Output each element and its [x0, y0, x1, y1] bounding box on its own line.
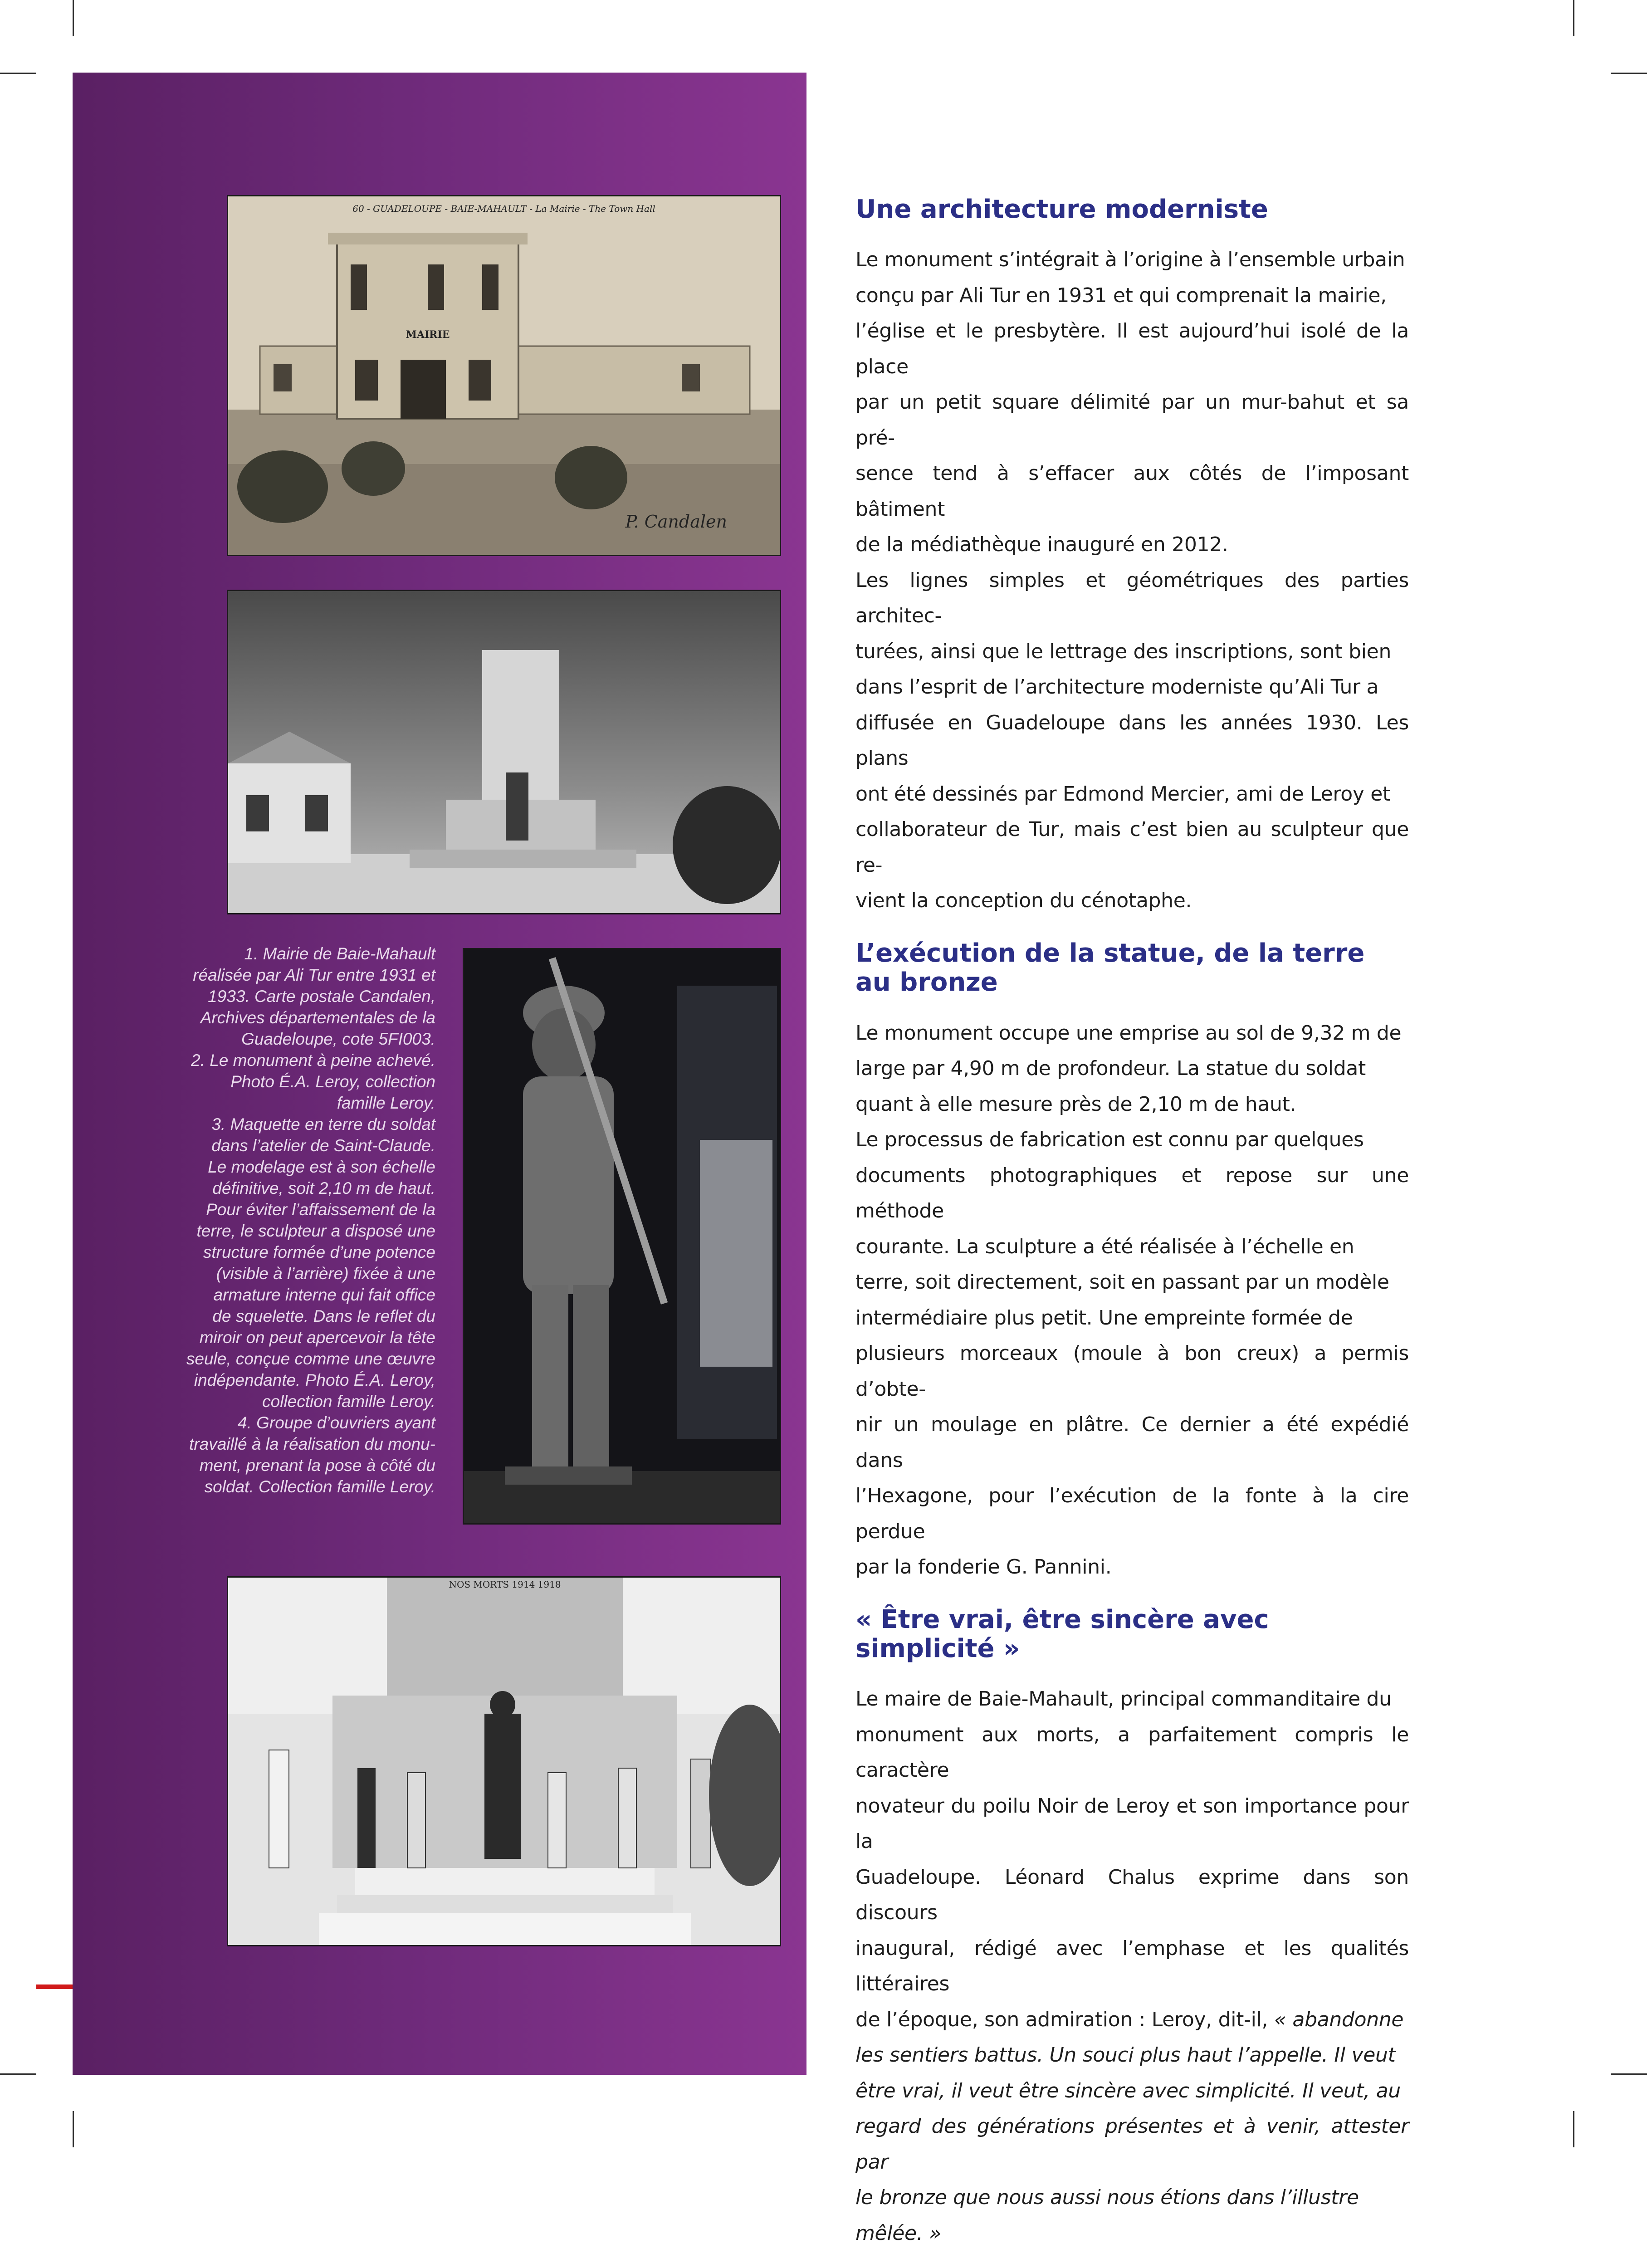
body-line: turées, ainsi que le lettrage des inscriptions, sont bien: [855, 640, 1392, 663]
caption-line: travaillé à la réalisation du monu-: [189, 1434, 435, 1453]
body-line: vient la conception du cénotaphe.: [855, 889, 1192, 913]
body-line: diffusée en Guadeloupe dans les années 1930. Les plans: [855, 711, 1409, 770]
body-line: collaborateur de Tur, mais c’est bien au sculpteur que re-: [855, 818, 1409, 877]
mairie-sign-text: MAIRIE: [406, 329, 450, 341]
crop-mark: [73, 0, 74, 36]
crop-mark: [0, 2073, 36, 2075]
monument-inscription-text: NOS MORTS 1914 1918: [449, 1579, 561, 1590]
body-line: large par 4,90 m de profondeur. La statue du soldat: [855, 1057, 1366, 1080]
quote-line: [855, 2109, 1409, 2180]
photo-clay-model: [463, 948, 781, 1525]
section-heading-execution: [855, 939, 1409, 997]
caption-line: 1. Mairie de Baie-Mahault: [244, 944, 435, 963]
body-line: Le monument s’intégrait à l’origine à l’ensemble urbain: [855, 248, 1405, 272]
body-line: novateur du poilu Noir de Leroy et son importance pour la: [855, 1794, 1409, 1853]
quote-text: les sentiers battus. Un souci plus haut l’appelle. Il veut: [855, 2043, 1396, 2067]
caption-line: famille Leroy.: [337, 1093, 435, 1112]
photo-mairie-postcard: [227, 195, 781, 556]
caption-line: dans l’atelier de Saint-Claude.: [211, 1136, 435, 1155]
crop-mark: [1573, 0, 1574, 36]
crop-mark: [73, 2111, 74, 2147]
caption-line: définitive, soit 2,10 m de haut.: [212, 1178, 435, 1198]
heading-line: L’exécution de la statue, de la terre: [855, 938, 1365, 968]
caption-line: structure formée d’une potence: [203, 1242, 435, 1261]
article-body: [855, 195, 1409, 2268]
postcard-signature: P. Candalen: [625, 512, 727, 532]
caption-line: 1933. Carte postale Candalen,: [208, 987, 435, 1006]
body-line: ont été dessinés par Edmond Mercier, ami de Leroy et: [855, 782, 1390, 806]
body-line: conçu par Ali Tur en 1931 et qui comprenait la mairie,: [855, 284, 1387, 307]
body-line: documents photographiques et repose sur une méthode: [855, 1163, 1409, 1223]
crop-mark: [1611, 2073, 1647, 2075]
caption-line: 4. Groupe d’ouvriers ayant: [237, 1413, 435, 1432]
body-line: sence tend à s’effacer aux côtés de l’imposant bâtiment: [855, 462, 1409, 521]
quote-text: regard des générations présentes et à venir, attester par: [855, 2115, 1409, 2174]
body-line: inaugural, rédigé avec l’emphase et les qualités littéraires: [855, 1936, 1409, 1996]
caption-line: 3. Maquette en terre du soldat: [211, 1114, 435, 1134]
caption-line: de squelette. Dans le reflet du: [212, 1306, 435, 1325]
body-line: monument aux morts, a parfaitement compris le caractère: [855, 1723, 1409, 1782]
body-line: Le monument occupe une emprise au sol de 9,32 m de: [855, 1021, 1402, 1045]
caption-line: miroir on peut apercevoir la tête: [199, 1328, 435, 1347]
caption-line: Pour éviter l’affaissement de la: [206, 1200, 435, 1219]
heading-line: « Être vrai, être sincère avec: [855, 1604, 1269, 1634]
quote-text: « abandonne: [1274, 2008, 1404, 2031]
body-line: l’église et le presbytère. Il est aujourd’hui isolé de la place: [855, 319, 1409, 378]
caption-line: collection famille Leroy.: [262, 1392, 435, 1411]
section-heading-quote: [855, 1605, 1409, 1664]
caption-line: seule, conçue comme une œuvre: [186, 1349, 435, 1368]
body-line: par un petit square délimité par un mur-bahut et sa pré-: [855, 391, 1409, 450]
quote-line: [855, 2073, 1409, 2109]
quote-line: [855, 2180, 1409, 2251]
photo-workers-group: [227, 1576, 781, 1946]
body-line: terre, soit directement, soit en passant par un modèle: [855, 1271, 1389, 1294]
caption-line: 2. Le monument à peine achevé.: [191, 1051, 435, 1070]
quote-text: être vrai, il veut être sincère avec simplicité. Il veut, au: [855, 2079, 1401, 2102]
caption-line: Guadeloupe, cote 5FI003.: [241, 1029, 435, 1048]
postcard-header-text: 60 - GUADELOUPE - BAIE-MAHAULT - La Mairie - The Town Hall: [352, 203, 655, 214]
body-line: plusieurs morceaux (moule à bon creux) a permis d’obte-: [855, 1342, 1409, 1401]
caption-line: réalisée par Ali Tur entre 1931 et: [193, 965, 435, 984]
caption-line: terre, le sculpteur a disposé une: [196, 1221, 435, 1240]
caption-line: (visible à l’arrière) fixée à une: [216, 1264, 435, 1283]
body-line: nir un moulage en plâtre. Ce dernier a été expédié dans: [855, 1413, 1409, 1472]
caption-line: Le modelage est à son échelle: [208, 1157, 435, 1176]
body-line: l’Hexagone, pour l’exécution de la fonte à la cire perdue: [855, 1484, 1409, 1543]
body-line: Guadeloupe. Léonard Chalus exprime dans son discours: [855, 1865, 1409, 1925]
body-line: quant à elle mesure près de 2,10 m de haut.: [855, 1092, 1296, 1116]
crop-mark: [0, 73, 36, 74]
body-line: par la fonderie G. Pannini.: [855, 1555, 1112, 1579]
quote-text: le bronze que nous aussi nous étions dans l’illustre mêlée. »: [855, 2186, 1359, 2245]
quote-line: [855, 2038, 1409, 2073]
body-line: courante. La sculpture a été réalisée à l’échelle en: [855, 1235, 1354, 1258]
caption-line: indépendante. Photo É.A. Leroy,: [194, 1370, 435, 1389]
red-page-marker: [36, 1984, 73, 1989]
body-text: de l’époque, son admiration : Leroy, dit-il,: [855, 2008, 1268, 2031]
body-line: de la médiathèque inauguré en 2012.: [855, 533, 1228, 557]
body-line: [855, 2002, 1409, 2038]
photo-monument-completed: [227, 590, 781, 914]
body-line: Les lignes simples et géométriques des parties architec-: [855, 568, 1409, 628]
body-line: dans l’esprit de l’architecture moderniste qu’Ali Tur a: [855, 675, 1379, 699]
caption-line: Archives départementales de la: [200, 1008, 435, 1027]
crop-mark: [1573, 2111, 1574, 2147]
body-line: intermédiaire plus petit. Une empreinte formée de: [855, 1306, 1353, 1330]
photo-captions: [136, 943, 435, 1498]
body-line: Le maire de Baie-Mahault, principal commanditaire du: [855, 1687, 1392, 1711]
caption-line: armature interne qui fait office: [213, 1285, 435, 1304]
heading-line: au bronze: [855, 968, 998, 997]
crop-mark: [1611, 73, 1647, 74]
caption-line: Photo É.A. Leroy, collection: [230, 1072, 435, 1091]
caption-line: ment, prenant la pose à côté du: [199, 1456, 435, 1475]
heading-line: simplicité »: [855, 1634, 1020, 1664]
body-line: Le processus de fabrication est connu par quelques: [855, 1128, 1364, 1152]
section-heading-architecture: Une architecture moderniste: [855, 195, 1268, 224]
caption-line: soldat. Collection famille Leroy.: [204, 1477, 435, 1496]
